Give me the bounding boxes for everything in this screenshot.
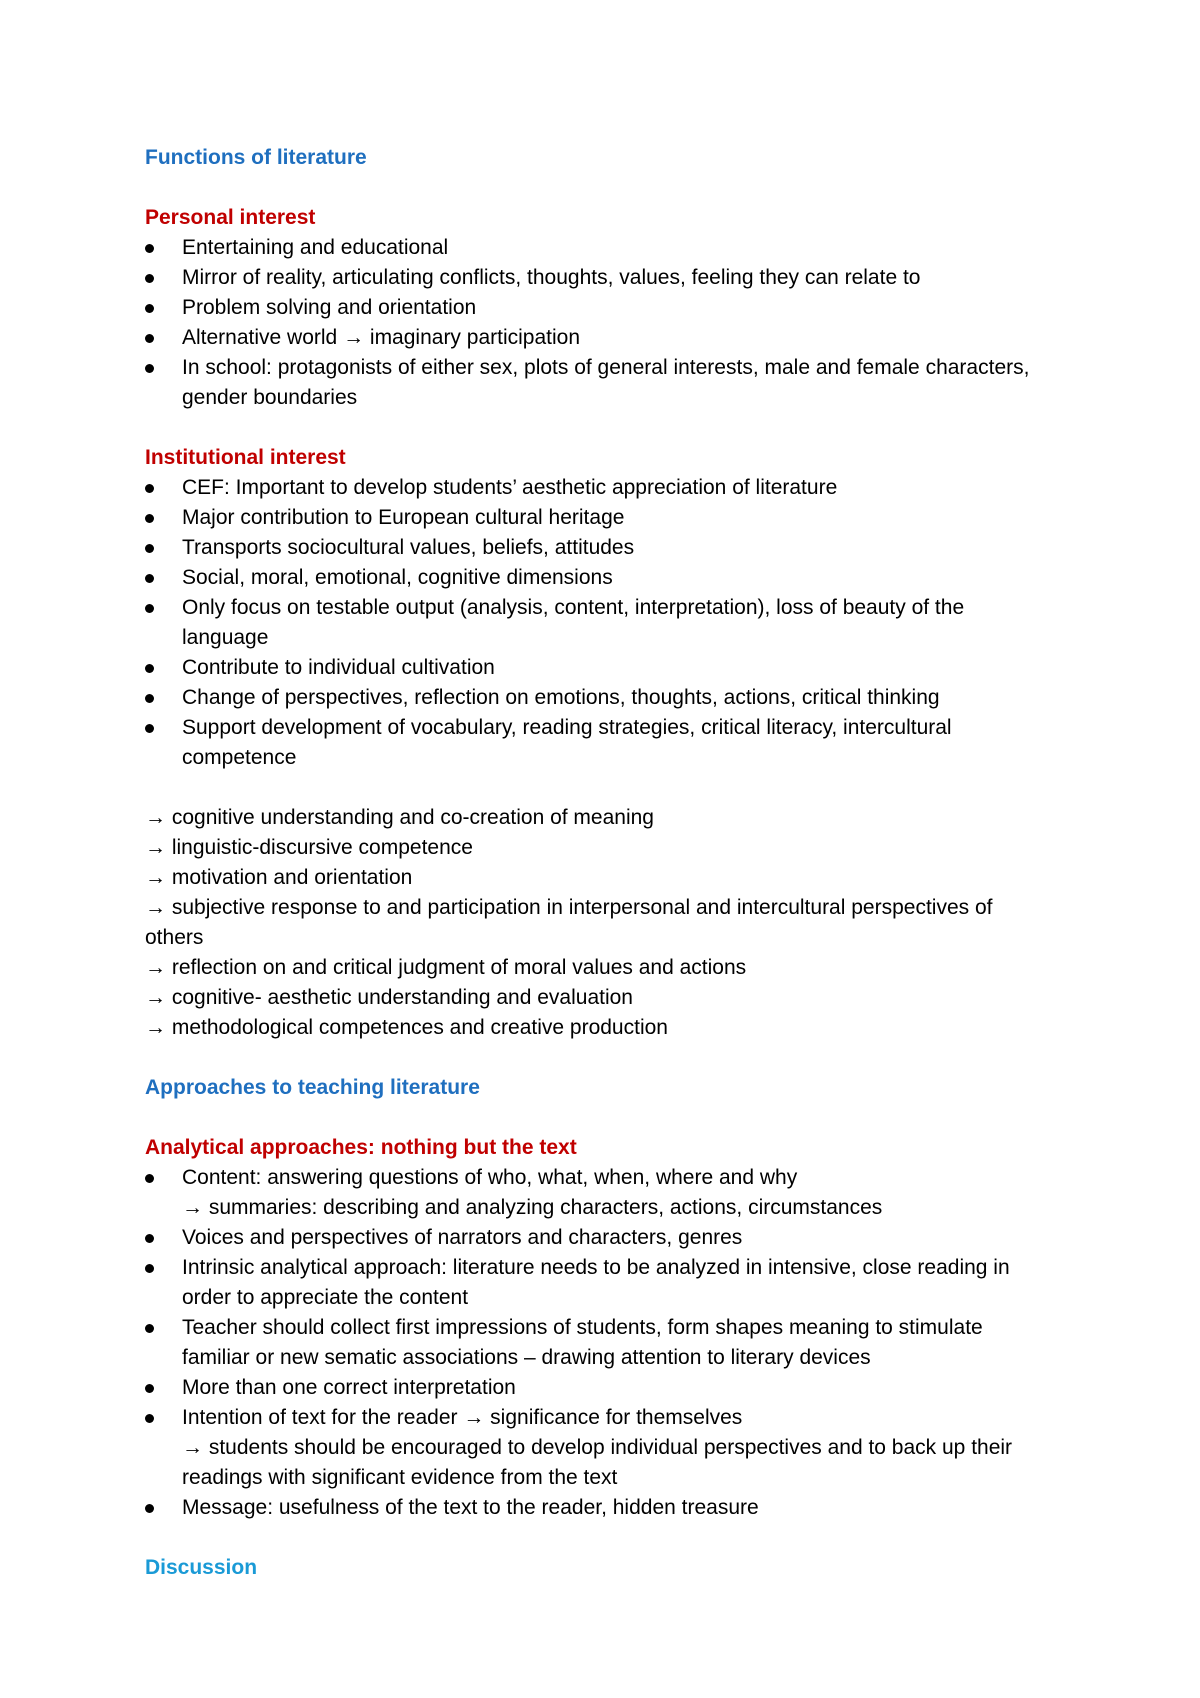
bullet-icon <box>145 544 154 553</box>
bullet-icon <box>145 694 154 703</box>
list-item-text: Alternative world → imaginary participation <box>182 326 581 349</box>
personal-interest-list <box>145 233 1050 413</box>
outcome-line: → subjective response to and participation in interpersonal and intercultural perspectives of others <box>145 896 993 949</box>
list-item <box>145 1313 1050 1373</box>
list-item-text: CEF: Important to develop students’ aesthetic appreciation of literature <box>182 476 838 499</box>
bullet-icon <box>145 1384 154 1393</box>
list-item-text: Voices and perspectives of narrators and characters, genres <box>182 1226 743 1249</box>
list-item-text: Only focus on testable output (analysis, content, interpretation), loss of beauty of the language <box>182 596 965 649</box>
list-item <box>145 503 1050 533</box>
spacer <box>145 1523 1050 1553</box>
list-item-text: Mirror of reality, articulating conflicts, thoughts, values, feeling they can relate to <box>182 266 921 289</box>
list-item <box>145 563 1050 593</box>
spacer <box>145 173 1050 203</box>
list-item-text: Entertaining and educational <box>182 236 449 259</box>
list-item-text: Intrinsic analytical approach: literature needs to be analyzed in intensive, close reading in order to appreciate the content <box>182 1256 1010 1309</box>
list-item <box>145 713 1050 773</box>
bullet-icon <box>145 334 154 343</box>
list-item-text: Contribute to individual cultivation <box>182 656 495 679</box>
list-item-text: Social, moral, emotional, cognitive dimensions <box>182 566 613 589</box>
list-item <box>145 653 1050 683</box>
heading-approaches-to-teaching: Approaches to teaching literature <box>145 1076 480 1099</box>
outcome-line: → methodological competences and creative production <box>145 1016 668 1039</box>
list-item-subtext: → students should be encouraged to develop individual perspectives and to back up their readings with significant evidence from the text <box>182 1436 1013 1489</box>
list-item-text: Change of perspectives, reflection on emotions, thoughts, actions, critical thinking <box>182 686 940 709</box>
list-item <box>145 1493 1050 1523</box>
list-item-text: Intention of text for the reader → significance for themselves <box>182 1406 743 1429</box>
list-item <box>145 533 1050 563</box>
bullet-icon <box>145 304 154 313</box>
list-item <box>145 233 1050 263</box>
bullet-icon <box>145 1504 154 1513</box>
heading-personal-interest: Personal interest <box>145 206 316 229</box>
spacer <box>145 1103 1050 1133</box>
bullet-icon <box>145 574 154 583</box>
spacer <box>145 413 1050 443</box>
list-item <box>145 323 1050 353</box>
list-item-text: In school: protagonists of either sex, plots of general interests, male and female characters, gender boundaries <box>182 356 1030 409</box>
bullet-icon <box>145 364 154 373</box>
bullet-icon <box>145 724 154 733</box>
heading-analytical-approaches: Analytical approaches: nothing but the text <box>145 1136 577 1159</box>
list-item-text: Message: usefulness of the text to the reader, hidden treasure <box>182 1496 759 1519</box>
list-item <box>145 1373 1050 1403</box>
outcome-line: → cognitive understanding and co-creation of meaning <box>145 806 654 829</box>
list-item <box>145 1163 1050 1223</box>
institutional-interest-list <box>145 473 1050 773</box>
list-item-subtext: → summaries: describing and analyzing characters, actions, circumstances <box>182 1196 883 1219</box>
list-item-text: Support development of vocabulary, reading strategies, critical literacy, intercultural competence <box>182 716 952 769</box>
list-item <box>145 1223 1050 1253</box>
heading-discussion: Discussion <box>145 1556 258 1579</box>
analytical-approaches-list <box>145 1163 1050 1523</box>
list-item <box>145 353 1050 413</box>
outcome-line: → linguistic-discursive competence <box>145 836 473 859</box>
list-item <box>145 1403 1050 1493</box>
bullet-icon <box>145 1174 154 1183</box>
list-item <box>145 683 1050 713</box>
bullet-icon <box>145 1234 154 1243</box>
outcome-line: → motivation and orientation <box>145 866 413 889</box>
outcome-line: → reflection on and critical judgment of moral values and actions <box>145 956 747 979</box>
bullet-icon <box>145 1414 154 1423</box>
list-item <box>145 473 1050 503</box>
bullet-icon <box>145 274 154 283</box>
list-item <box>145 1253 1050 1313</box>
spacer <box>145 773 1050 803</box>
bullet-icon <box>145 514 154 523</box>
list-item-text: More than one correct interpretation <box>182 1376 516 1399</box>
list-item-text: Teacher should collect first impressions of students, form shapes meaning to stimulate familiar or new sematic associations – drawing attention to literary devices <box>182 1316 983 1369</box>
bullet-icon <box>145 1264 154 1273</box>
spacer <box>145 1043 1050 1073</box>
list-item-text: Content: answering questions of who, what, when, where and why <box>182 1166 798 1189</box>
list-item-text: Major contribution to European cultural heritage <box>182 506 625 529</box>
list-item <box>145 263 1050 293</box>
list-item-text: Problem solving and orientation <box>182 296 477 319</box>
bullet-icon <box>145 1324 154 1333</box>
heading-institutional-interest: Institutional interest <box>145 446 346 469</box>
bullet-icon <box>145 664 154 673</box>
list-item <box>145 593 1050 653</box>
outcomes-block <box>145 803 1050 1043</box>
outcome-line: → cognitive- aesthetic understanding and evaluation <box>145 986 633 1009</box>
bullet-icon <box>145 244 154 253</box>
bullet-icon <box>145 484 154 493</box>
bullet-icon <box>145 604 154 613</box>
list-item <box>145 293 1050 323</box>
list-item-text: Transports sociocultural values, beliefs, attitudes <box>182 536 635 559</box>
heading-functions-of-literature: Functions of literature <box>145 146 367 169</box>
